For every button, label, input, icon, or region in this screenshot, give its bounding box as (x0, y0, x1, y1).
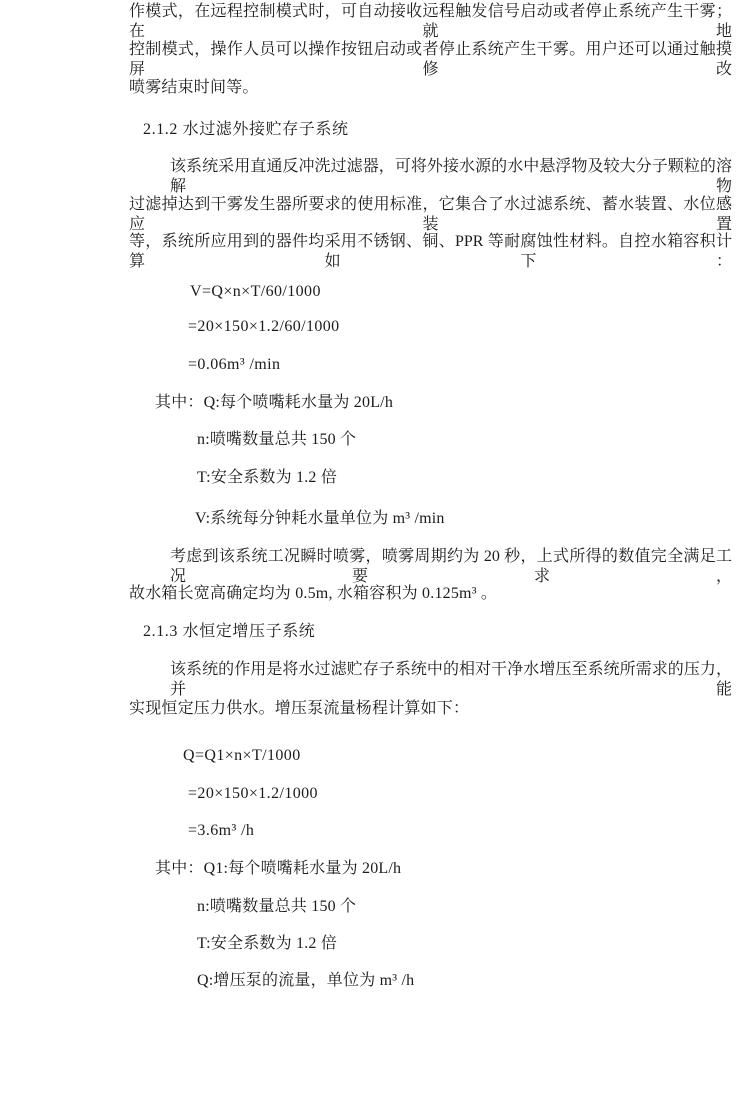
text-line: Q:增压泵的流量，单位为 m³ /h (197, 972, 415, 989)
text-line: n:喷嘴数量总共 150 个 (197, 898, 357, 915)
formula-line: =3.6m³ /h (188, 822, 255, 839)
formula-line: =20×150×1.2/1000 (188, 785, 318, 802)
text-line: 其中：Q:每个喷嘴耗水量为 20L/h (155, 394, 394, 411)
text-line: 故水箱长宽高确定均为 0.5m, 水箱容积为 0.125m³ 。 (129, 585, 498, 602)
text-line: T:安全系数为 1.2 倍 (197, 935, 338, 952)
formula-line: =20×150×1.2/60/1000 (188, 318, 340, 335)
section-heading: 2.1.3 水恒定增压子系统 (143, 623, 316, 640)
text-line: 过滤掉达到干雾发生器所要求的使用标准，它集合了水过滤系统、蓄水装置、水位感应装置 (129, 196, 732, 233)
text-line: n:喷嘴数量总共 150 个 (197, 431, 357, 448)
text-line: 喷雾结束时间等。 (129, 79, 259, 96)
formula-line: Q=Q1×n×T/1000 (183, 747, 301, 764)
text-line: T:安全系数为 1.2 倍 (197, 469, 338, 486)
text-line: 其中：Q1:每个喷嘴耗水量为 20L/h (155, 860, 402, 877)
text-line: 该系统的作用是将水过滤贮存子系统中的相对干净水增压至系统所需求的压力，并能 (170, 661, 732, 698)
text-line: 实现恒定压力供水。增压泵流量杨程计算如下： (129, 700, 470, 717)
text-line: V:系统每分钟耗水量单位为 m³ /min (195, 510, 445, 527)
formula-line: =0.06m³ /min (188, 356, 281, 373)
text-line: 该系统采用直通反冲洗过滤器，可将外接水源的水中悬浮物及较大分子颗粒的溶解物 (170, 158, 732, 195)
formula-line: V=Q×n×T/60/1000 (190, 283, 321, 300)
text-line: 控制模式，操作人员可以操作按钮启动或者停止系统产生干雾。用户还可以通过触摸屏修改 (129, 41, 732, 78)
section-heading: 2.1.2 水过滤外接贮存子系统 (143, 121, 349, 138)
text-line: 考虑到该系统工况瞬时喷雾，喷雾周期约为 20 秒，上式所得的数值完全满足工况要求， (170, 548, 732, 585)
text-line: 作模式，在远程控制模式时，可自动接收远程触发信号启动或者停止系统产生干雾；在就地 (129, 3, 732, 40)
text-line: 等，系统所应用到的器件均采用不锈钢、铜、PPR 等耐腐蚀性材料。自控水箱容积计算如下： (129, 233, 732, 270)
